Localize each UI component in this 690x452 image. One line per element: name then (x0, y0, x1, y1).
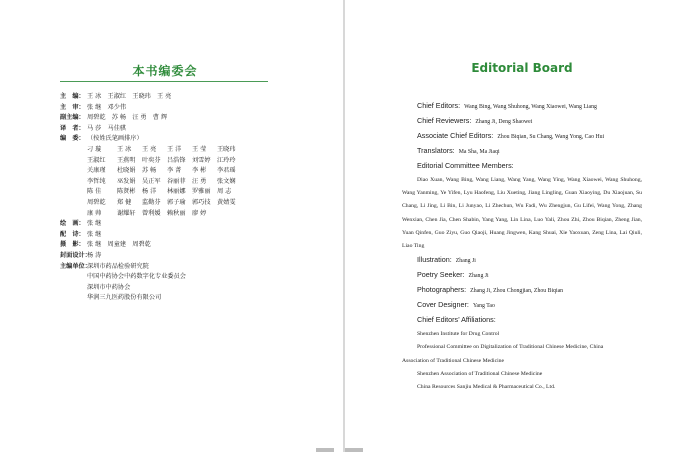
credit-value: Yang Tao (472, 303, 495, 310)
credit-line (402, 129, 642, 144)
credit-row (60, 92, 280, 103)
member-name: 江玲玲 (217, 156, 236, 164)
credit-value: Zhou Biqian, Su Chang, Wang Yong, Cao Hui (497, 134, 605, 140)
member-name: 叶奕芬 (142, 156, 161, 164)
member-name: 李哲纯 (87, 177, 106, 185)
credit-label: 封面设计： (60, 251, 91, 259)
credit-label: Chief Reviewers: (417, 116, 472, 125)
member-name: 陈 佳 (87, 188, 102, 196)
title-rule (60, 81, 268, 82)
left-page (0, 0, 343, 452)
credit-line (402, 253, 642, 268)
credit-value: Zhang Ji (468, 273, 489, 280)
member-name: 郭子瑜 (167, 198, 186, 206)
credit-row (60, 240, 280, 251)
credit-label: 配 诗： (60, 230, 85, 238)
org-unit: 华润三九医药股份有限公司 (87, 294, 162, 302)
committee-grid (60, 145, 280, 219)
credit-label: Associate Chief Editors: (417, 131, 494, 140)
cn-page-title: 本书编委会 (132, 64, 198, 78)
credit-value: Zhang Ji, Deng Shaowei (475, 119, 533, 125)
member-name: 王淑红 (87, 156, 106, 164)
member-name: 李 菁 (167, 167, 182, 175)
member-name: 巫发娟 (117, 177, 136, 185)
credit-row (60, 262, 280, 273)
credit-value: 杨 涛 (87, 251, 102, 259)
credit-value: 张 继 邓少伟 (87, 103, 127, 111)
credit-label: 主编单位： (60, 262, 91, 270)
committee-row (87, 156, 280, 167)
credit-label: Illustration: (417, 255, 452, 265)
credit-label: 译 者： (60, 124, 85, 132)
credit-value: 张 继 (87, 230, 102, 238)
credit-label: 绘 画： (60, 220, 85, 228)
member-name: 罗雅丽 (192, 188, 211, 196)
affiliations-list (402, 328, 642, 394)
affiliation-item: Professional Committee on Digitalization of Traditional Chinese Medicine, China (417, 344, 604, 351)
member-name: 监勤芬 (142, 198, 161, 206)
page-edge-mark (316, 448, 334, 452)
credit-label: 副主编： (60, 114, 85, 122)
credit-label: Translators: (417, 146, 455, 155)
member-name: 王晓玮 (217, 145, 236, 153)
member-name: 周 志 (217, 188, 232, 196)
credit-line (402, 99, 642, 114)
credit-label: 摄 影： (60, 241, 85, 249)
member-name: 黄婧雯 (217, 198, 236, 206)
credit-label: Chief Editors: (417, 101, 461, 110)
member-name: 郭巧技 (192, 198, 211, 206)
credit-label: 编 委： (60, 135, 85, 143)
credit-row (60, 103, 280, 114)
member-name: 刘雪婷 (192, 156, 211, 164)
credit-value: Wang Bing, Wang Shuhong, Wang Xiaowei, Wang Liang (464, 104, 597, 110)
member-name: 刁 璇 (87, 145, 102, 153)
committee-row (87, 187, 280, 198)
credit-label: Chief Editors’ Affiliations: (417, 315, 496, 325)
credit-label: 主 审： (60, 103, 85, 111)
credit-row (60, 230, 280, 241)
en-credit-list (402, 99, 642, 394)
member-name: 关康瑾 (87, 167, 106, 175)
org-unit: 中国中药协会中药数字化专业委员会 (87, 273, 186, 281)
member-name: 谢耀轩 (117, 209, 136, 217)
credit-line (402, 159, 642, 174)
credit-value: 周碧乾 苏 畅 汪 勇 曹 辉 (87, 114, 168, 122)
member-name: 曾利媛 (142, 209, 161, 217)
credit-value: 张 继 周童建 周碧乾 (87, 241, 151, 249)
member-name: 郑 健 (117, 198, 132, 206)
credit-row (60, 251, 280, 262)
committee-row (87, 166, 280, 177)
credit-line (402, 268, 642, 283)
credit-row (60, 134, 280, 145)
credit-line (402, 144, 642, 159)
member-name: 赖秋丽 (167, 209, 186, 217)
member-name (217, 209, 242, 220)
member-name: 杜晓娟 (117, 167, 136, 175)
member-name: 王 莹 (192, 145, 207, 153)
member-name: 吴正军 (142, 177, 161, 185)
member-name: 谷丽菲 (167, 177, 186, 185)
member-name: 廖 婷 (192, 209, 207, 217)
page-edge-mark (345, 448, 363, 452)
member-name: 苏 畅 (142, 167, 157, 175)
member-name: 吕浩锋 (167, 156, 186, 164)
committee-row (87, 198, 280, 209)
org-unit: 深圳市中药协会 (87, 283, 131, 291)
member-name: 王 冰 (117, 145, 132, 153)
credit-value: （按姓氏笔画排序） (87, 135, 143, 143)
affiliation-item: Shenzhen Institute for Drug Control (417, 331, 500, 338)
committee-members-text: Diao Xuan, Wang Bing, Wang Liang, Wang Yang, Wang Ying, Wang Xiaowei, Wang Shuhong, Wang Yanming, Ye Yifen, Lyu Haofeng, Liu Xueting, Jiang Lingling, Guan Xiaoying, Du Xiaojuan, Su Chang, Li Jing, Li Bin, Li Junyao, Li Zhechun, Wu Fadi, Wu Zhengjun, Gu Lifei, Wang Yong, Zhang Wenxian, Chen Jia, Chen Shabin, Yang Yang, Lin Lina, Luo Yali, Zhou Zhi, Zhou Biqian, Zheng Jian, Yuan Qinfen, Guo Ziyu, Guo Qiaoji, Huang Jingwen, Kang Shuai, Xie Yaoxuan, Zeng Lina, Lai Qiuli, Liao Ting (402, 177, 642, 250)
credit-label: 主 编： (60, 93, 85, 100)
member-name: 李 彬 (192, 167, 207, 175)
credit-label: Cover Designer: (417, 300, 469, 310)
credit-line (402, 313, 642, 328)
en-page-title: Editorial Board (471, 61, 573, 75)
credit-value: Zhang Ji (455, 258, 476, 265)
member-name: 李君瑶 (217, 167, 236, 175)
member-name: 陈贤彬 (117, 188, 136, 196)
credit-value: Zhang Ji, Zhou Chongjian, Zhou Biqian (470, 288, 564, 295)
credit-value: 张 继 (87, 220, 102, 228)
credit-label: Poetry Seeker: (417, 270, 465, 280)
committee-row (87, 209, 280, 220)
credit-row (60, 219, 280, 230)
credit-row (60, 124, 280, 135)
member-name: 周碧乾 (87, 198, 106, 206)
credit-value: Ma Sha, Ma Jiaqi (458, 149, 500, 155)
affiliation-item: Shenzhen Association of Traditional Chinese Medicine (417, 370, 543, 377)
credit-value: 深圳市药品检验研究院 (87, 262, 149, 270)
member-name: 杨 洋 (142, 188, 157, 196)
credit-row (60, 113, 280, 124)
committee-row (87, 177, 280, 188)
credit-line (402, 283, 642, 298)
credit-value: 王 冰 王淑红 王晓玮 王 亮 (87, 93, 172, 100)
cn-credit-list (60, 92, 280, 304)
member-name: 王 亮 (142, 145, 157, 153)
credit-label: Photographers: (417, 285, 467, 295)
member-name: 王 洋 (167, 145, 182, 153)
member-name: 汪 勇 (192, 177, 207, 185)
credit-line (402, 114, 642, 129)
credit-value: 马 莎 马佳骐 (87, 124, 127, 132)
member-name: 王燕明 (117, 156, 136, 164)
committee-row (87, 145, 280, 156)
member-name: 林丽娜 (167, 188, 186, 196)
member-name: 康 帅 (87, 209, 102, 217)
member-name: 张文娴 (217, 177, 236, 185)
affiliation-item: Association of Traditional Chinese Medicine (402, 357, 505, 364)
credit-line (402, 298, 642, 313)
affiliation-item: China Resources Sanjiu Medical & Pharmaceutical Co., Ltd. (417, 384, 556, 391)
credit-label: Editorial Committee Members: (417, 161, 514, 170)
